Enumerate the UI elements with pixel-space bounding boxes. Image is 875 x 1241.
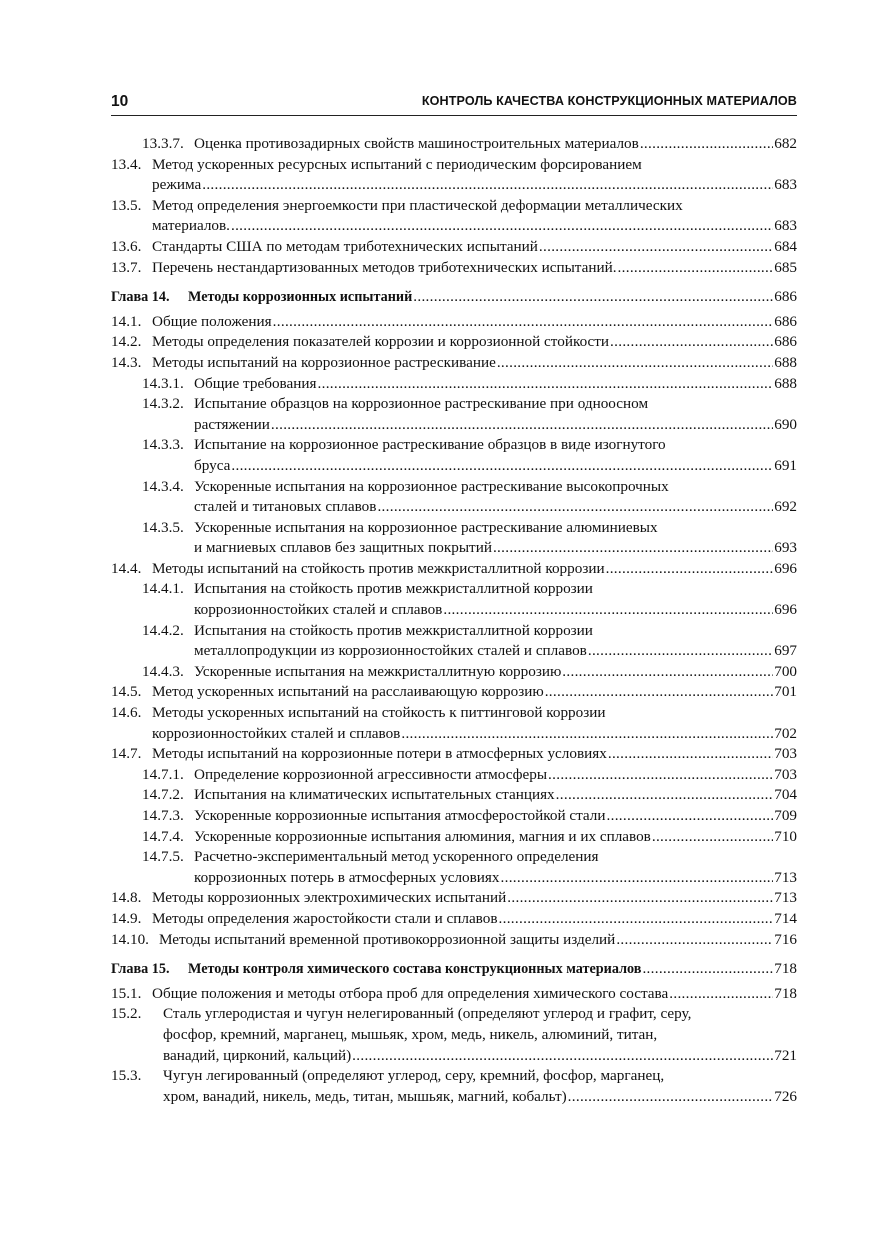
dot-leader (669, 984, 773, 1005)
toc-entry-number: 14.7.4. (142, 827, 184, 845)
toc-entry[interactable] (111, 847, 797, 888)
toc-page-number: 683 (774, 176, 797, 194)
toc-entry[interactable] (111, 1004, 797, 1066)
toc-entry-number: 14.1. (111, 312, 142, 330)
toc-entry[interactable] (111, 827, 797, 848)
toc-entry-title: Методы определения жаростойкости стали и сплавов (152, 909, 498, 927)
toc-entry-title: Общие требования (194, 374, 317, 392)
toc-entry[interactable] (111, 785, 797, 806)
toc-page-number: 709 (774, 807, 797, 824)
toc-page-number: 701 (774, 683, 797, 701)
toc-chapter-heading[interactable] (111, 287, 797, 308)
toc-entry[interactable] (111, 1066, 797, 1107)
toc-entry-number: 14.8. (111, 889, 142, 907)
toc-entry[interactable] (111, 930, 797, 951)
toc-page-number: 710 (774, 827, 797, 845)
toc-page-number: 713 (774, 889, 797, 907)
toc-page-number: 688 (774, 353, 797, 371)
toc-entry[interactable] (111, 621, 797, 662)
toc-entry-number: 14.3.3. (142, 436, 184, 454)
toc-entry-title: Чугун легированный (определяют углерод, серу, кремний, фосфор, марганец, (163, 1067, 665, 1085)
toc-entry[interactable] (111, 394, 797, 435)
toc-entry-number: 13.5. (111, 196, 142, 214)
dot-leader (607, 806, 774, 827)
dot-leader (610, 332, 773, 353)
toc-entry[interactable] (111, 134, 797, 155)
dot-leader (501, 868, 774, 889)
toc-entry[interactable] (111, 662, 797, 683)
toc-entry-title: коррозионных потерь в атмосферных условиях (194, 868, 500, 886)
dot-leader (616, 930, 773, 951)
toc-entry-title: Методы испытаний на коррозионные потери в атмосферных условиях (152, 745, 607, 763)
dot-leader (273, 312, 774, 333)
toc-entry[interactable] (111, 155, 797, 196)
dot-leader (588, 641, 773, 662)
toc-entry-number: 15.3. (111, 1067, 142, 1085)
toc-entry[interactable] (111, 353, 797, 374)
dot-leader (606, 559, 774, 580)
dot-leader (499, 909, 774, 930)
toc-page-number: 686 (774, 288, 797, 306)
toc-entry[interactable] (111, 744, 797, 765)
dot-leader (562, 662, 773, 683)
toc-entry-title: Испытание на коррозионное растрескивание образцов в виде изогнутого (194, 436, 666, 454)
dot-leader (231, 456, 773, 477)
toc-page-number: 683 (774, 217, 797, 235)
toc-entry-title: Испытания на климатических испытательных станциях (194, 786, 555, 804)
toc-entry-number: 13.7. (111, 258, 142, 276)
toc-entry-title: Методы испытаний на коррозионное растрескивание (152, 353, 496, 371)
toc-page-number: 693 (774, 539, 797, 557)
toc-entry-title: Метод определения энергоемкости при пластической деформации металлических (152, 196, 683, 214)
toc-page-number: 697 (774, 642, 797, 660)
dot-leader (539, 237, 773, 258)
toc-entry-number: 13.3.7. (142, 135, 184, 152)
toc-page-number: 718 (774, 984, 797, 1002)
toc-page-number: 696 (774, 601, 797, 619)
toc-entry[interactable] (111, 579, 797, 620)
toc-entry-title: Сталь углеродистая и чугун нелегированный (определяют углерод и графит, серу, (163, 1005, 692, 1023)
toc-entry-title: сталей и титановых сплавов (194, 498, 377, 516)
dot-leader (545, 682, 774, 703)
dot-leader (231, 216, 773, 237)
toc-entry[interactable] (111, 518, 797, 559)
dot-leader (493, 538, 773, 559)
toc-entry-number: Глава 15. (111, 961, 170, 978)
dot-leader (352, 1046, 773, 1067)
toc-entry-title: Испытание образцов на коррозионное растрескивание при одноосном (194, 395, 649, 413)
toc-entry[interactable] (111, 196, 797, 237)
toc-entry-title: Методы коррозионных испытаний (188, 289, 413, 306)
toc-entry-title: растяжении (194, 415, 270, 433)
toc-page-number: 714 (774, 909, 797, 927)
toc-page-number: 691 (774, 456, 797, 474)
toc-entry-number: 14.4.2. (142, 621, 184, 639)
toc-entry-title: и магниевых сплавов без защитных покрытий (194, 539, 492, 557)
toc-entry[interactable] (111, 435, 797, 476)
toc-page-number: 703 (774, 765, 797, 783)
toc-page-number: 692 (774, 498, 797, 516)
toc-entry[interactable] (111, 477, 797, 518)
toc-entry-title: фосфор, кремний, марганец, мышьяк, хром, медь, никель, алюминий, титан, (163, 1025, 658, 1043)
toc-entry[interactable] (111, 374, 797, 395)
toc-entry-number: 14.7. (111, 745, 142, 763)
dot-leader (401, 724, 773, 745)
toc-entry[interactable] (111, 806, 797, 827)
toc-entry-title: Методы коррозионных электрохимических испытаний (152, 889, 507, 907)
running-header (111, 93, 797, 116)
toc-entry-title: режима (152, 176, 202, 194)
toc-entry-number: 14.7.1. (142, 765, 184, 783)
toc-entry[interactable] (111, 703, 797, 744)
dot-leader (618, 258, 774, 279)
dot-leader (507, 888, 773, 909)
dot-leader (413, 287, 773, 308)
dot-leader (568, 1087, 774, 1108)
toc-entry[interactable] (111, 312, 797, 333)
toc-entry-number: 14.2. (111, 333, 142, 351)
toc-page-number: 721 (774, 1046, 797, 1064)
toc-entry-title: Ускоренные испытания на межкристаллитную коррозию (194, 662, 562, 680)
toc-page-number: 713 (774, 868, 797, 886)
dot-leader (556, 785, 774, 806)
toc-entry-number: 14.3. (111, 353, 142, 371)
dot-leader (642, 959, 773, 980)
toc-entry[interactable] (111, 984, 797, 1005)
toc-page-number: 686 (774, 312, 797, 330)
toc-page-number: 726 (774, 1087, 797, 1105)
toc-page-number: 686 (774, 333, 797, 351)
toc-entry[interactable] (111, 258, 797, 279)
toc-entry-number: 14.3.2. (142, 395, 184, 413)
toc-entry-title: бруса (194, 456, 231, 474)
toc-entry-title: Ускоренные коррозионные испытания атмосферостойкой стали (194, 807, 606, 824)
toc-page-number: 702 (774, 724, 797, 742)
toc-page-number: 718 (774, 960, 797, 978)
toc-entry-number: 14.3.1. (142, 374, 184, 392)
dot-leader (202, 175, 773, 196)
toc-page-number: 703 (774, 745, 797, 763)
toc-page-number: 690 (774, 415, 797, 433)
toc-entry-title: Перечень нестандартизованных методов триботехнических испытаний. (152, 258, 617, 276)
toc-entry-title: Общие положения и методы отбора проб для определения химического состава (152, 984, 669, 1002)
running-title: КОНТРОЛЬ КАЧЕСТВА КОНСТРУКЦИОННЫХ МАТЕРИАЛОВ (421, 94, 797, 108)
toc-entry[interactable] (111, 682, 797, 703)
toc-page-number: 700 (774, 662, 797, 680)
toc-entry-number: Глава 14. (111, 289, 170, 306)
dot-leader (652, 827, 773, 848)
toc-entry-title: Испытания на стойкость против межкристаллитной коррозии (194, 580, 593, 598)
toc-entry-title: материалов. (152, 217, 230, 235)
toc-chapter-heading[interactable] (111, 959, 797, 980)
toc-entry-number: 14.7.5. (142, 848, 184, 866)
toc-entry-number: 14.9. (111, 909, 142, 927)
dot-leader (548, 765, 773, 786)
toc-entry-number: 15.2. (111, 1005, 142, 1023)
toc-page-number: 716 (774, 930, 797, 948)
toc-entry-title: Общие положения (152, 312, 272, 330)
table-of-contents (111, 134, 797, 1107)
toc-entry[interactable] (111, 888, 797, 909)
dot-leader (377, 497, 773, 518)
toc-page-number: 685 (774, 258, 797, 276)
toc-entry-title: ванадий, цирконий, кальций) (163, 1046, 352, 1064)
dot-leader (271, 415, 773, 436)
toc-entry-number: 14.4.3. (142, 662, 184, 680)
toc-entry-title: Стандарты США по методам триботехнических испытаний (152, 237, 538, 255)
toc-entry-number: 15.1. (111, 984, 142, 1002)
toc-entry-title: Методы испытаний временной противокоррозионной защиты изделий (159, 930, 616, 948)
toc-entry-title: Ускоренные испытания на коррозионное растрескивание высокопрочных (194, 477, 669, 495)
toc-entry-number: 14.4. (111, 559, 142, 577)
toc-entry-title: Ускоренные испытания на коррозионное растрескивание алюминиевых (194, 518, 658, 536)
page-number: 10 (111, 93, 129, 110)
toc-entry-number: 14.10. (111, 930, 149, 948)
dot-leader (608, 744, 773, 765)
toc-entry-title: Методы определения показателей коррозии и коррозионной стойкости (152, 333, 610, 351)
toc-page-number: 688 (774, 374, 797, 392)
toc-entry-title: хром, ванадий, никель, медь, титан, мышьяк, магний, кобальт) (163, 1087, 567, 1105)
toc-entry[interactable] (111, 237, 797, 258)
toc-entry-title: металлопродукции из коррозионностойких сталей и сплавов (194, 642, 587, 660)
dot-leader (443, 600, 773, 621)
toc-entry[interactable] (111, 332, 797, 353)
toc-page-number: 696 (774, 559, 797, 577)
toc-entry-title: Методы ускоренных испытаний на стойкость к питтинговой коррозии (152, 704, 606, 722)
toc-entry-number: 14.7.3. (142, 807, 184, 824)
dot-leader (318, 374, 774, 395)
toc-entry-number: 13.6. (111, 237, 142, 255)
toc-entry-number: 14.6. (111, 704, 142, 722)
toc-entry-number: 14.5. (111, 683, 142, 701)
toc-entry-title: Метод ускоренных ресурсных испытаний с периодическим форсированием (152, 155, 642, 173)
toc-entry-title: коррозионностойких сталей и сплавов (194, 601, 443, 619)
toc-entry-title: Испытания на стойкость против межкристаллитной коррозии (194, 621, 593, 639)
toc-page-number: 682 (774, 135, 797, 152)
toc-entry-number: 14.3.5. (142, 518, 184, 536)
toc-entry-title: Определение коррозионной агрессивности атмосферы (194, 765, 548, 783)
toc-entry-title: Методы испытаний на стойкость против межкристаллитной коррозии (152, 559, 605, 577)
toc-entry-title: Расчетно-экспериментальный метод ускоренного определения (194, 848, 599, 866)
toc-entry[interactable] (111, 765, 797, 786)
toc-entry-number: 14.4.1. (142, 580, 184, 598)
toc-entry-number: 14.3.4. (142, 477, 184, 495)
toc-entry-number: 13.4. (111, 155, 142, 173)
toc-entry-title: Методы контроля химического состава конструкционных материалов (188, 961, 642, 978)
toc-entry[interactable] (111, 559, 797, 580)
dot-leader (497, 353, 773, 374)
toc-entry-title: Ускоренные коррозионные испытания алюминия, магния и их сплавов (194, 827, 651, 845)
toc-page-number: 704 (774, 786, 797, 804)
toc-entry-title: коррозионностойких сталей и сплавов (152, 724, 401, 742)
toc-entry-title: Оценка противозадирных свойств машиностроительных материалов (194, 135, 639, 152)
toc-entry-number: 14.7.2. (142, 786, 184, 804)
toc-page-number: 684 (774, 237, 797, 255)
toc-entry[interactable] (111, 909, 797, 930)
toc-entry-title: Метод ускоренных испытаний на расслаивающую коррозию (152, 683, 544, 701)
dot-leader (640, 134, 773, 155)
